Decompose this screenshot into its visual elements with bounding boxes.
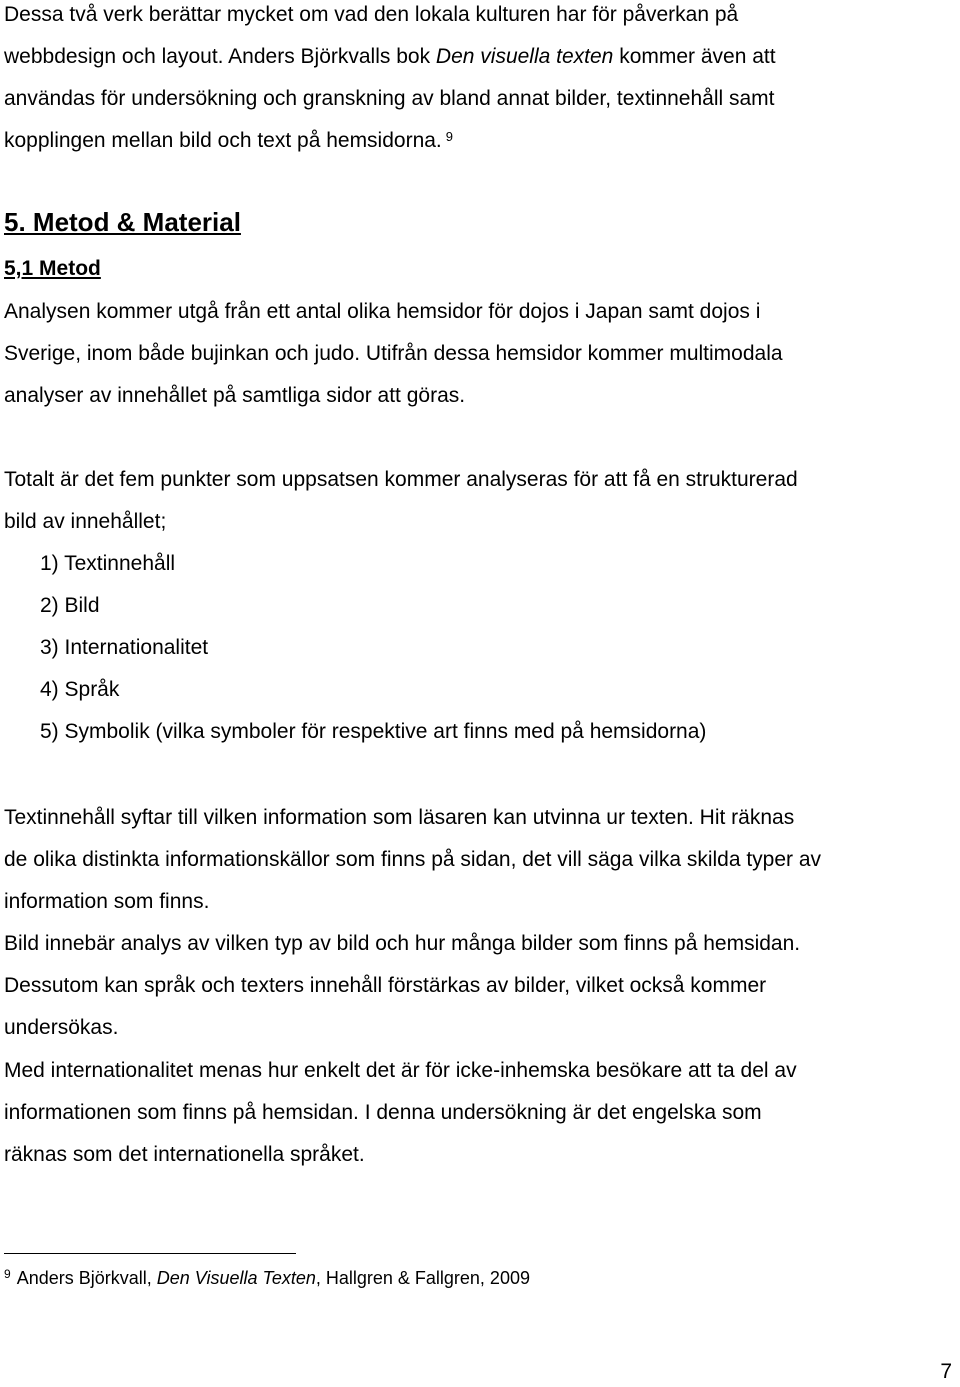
image-para-line-3: undersökas.: [4, 1016, 119, 1039]
method-line-3: analyser av innehållet på samtliga sidor att göras.: [4, 384, 466, 407]
footnote-reference[interactable]: 9: [445, 129, 454, 144]
image-para-line-2: Dessutom kan språk och texters innehåll förstärkas av bilder, vilket också kommer: [4, 974, 767, 997]
method-paragraph: [4, 291, 783, 417]
page-number: 7: [940, 1360, 952, 1383]
book-title: Den visuella texten: [435, 45, 614, 68]
text-para-line-2: de olika distinkta informationskällor som finns på sidan, det vill säga vilka skilda typer av: [4, 848, 822, 871]
image-paragraph: [4, 923, 800, 1049]
image-para-line-1: Bild innebär analys av vilken typ av bild och hur många bilder som finns på hemsidan.: [4, 932, 801, 955]
footnote: $^9$ Anders Björkvall, Den Visuella Texten, Hallgren & Fallgren, 2009: [4, 1267, 530, 1288]
analysis-points-list: [4, 543, 706, 753]
intro-line-4: kopplingen mellan bild och text på hemsidorna. $^9$: [4, 129, 454, 152]
subsection-heading: 5,1 Metod: [4, 257, 101, 280]
list-item: 3) Internationalitet: [40, 636, 209, 659]
footnote-divider: [4, 1253, 296, 1254]
internationality-paragraph: [4, 1050, 797, 1176]
list-item: 4) Språk: [40, 678, 120, 701]
footnote-number: 9: [4, 1267, 11, 1281]
points-intro-line-2: bild av innehållet;: [4, 510, 167, 533]
intl-para-line-3: räknas som det internationella språket.: [4, 1143, 365, 1166]
intl-para-line-1: Med internationalitet menas hur enkelt det är för icke-inhemska besökare att ta del av: [4, 1059, 797, 1082]
points-intro-line-1: Totalt är det fem punkter som uppsatsen kommer analyseras för att få en strukturerad: [4, 468, 798, 491]
footnote-book-title: Den Visuella Texten: [156, 1268, 316, 1288]
section-heading: 5. Metod & Material: [4, 207, 241, 237]
method-line-2: Sverige, inom både bujinkan och judo. Utifrån dessa hemsidor kommer multimodala: [4, 342, 783, 365]
intl-para-line-2: informationen som finns på hemsidan. I denna undersökning är det engelska som: [4, 1101, 762, 1124]
text-para-line-3: information som finns.: [4, 890, 210, 913]
intro-paragraph: [4, 0, 776, 162]
intro-line-3: användas för undersökning och granskning av bland annat bilder, textinnehåll samt: [4, 87, 775, 110]
text-para-line-1: Textinnehåll syftar till vilken information som läsaren kan utvinna ur texten. Hit räknas: [4, 806, 795, 829]
list-item: 1) Textinnehåll: [40, 552, 176, 575]
method-line-1: Analysen kommer utgå från ett antal olika hemsidor för dojos i Japan samt dojos i: [4, 300, 761, 323]
intro-line-1: Dessa två verk berättar mycket om vad den lokala kulturen har för påverkan på: [4, 3, 739, 26]
list-item: 5) Symbolik (vilka symboler för respektive art finns med på hemsidorna): [40, 720, 707, 743]
text-content-paragraph: [4, 797, 821, 923]
intro-line-2: webbdesign och layout. Anders Björkvalls bok Den visuella texten kommer även att: [4, 45, 776, 68]
list-item: 2) Bild: [40, 594, 100, 617]
points-intro-paragraph: [4, 459, 798, 543]
